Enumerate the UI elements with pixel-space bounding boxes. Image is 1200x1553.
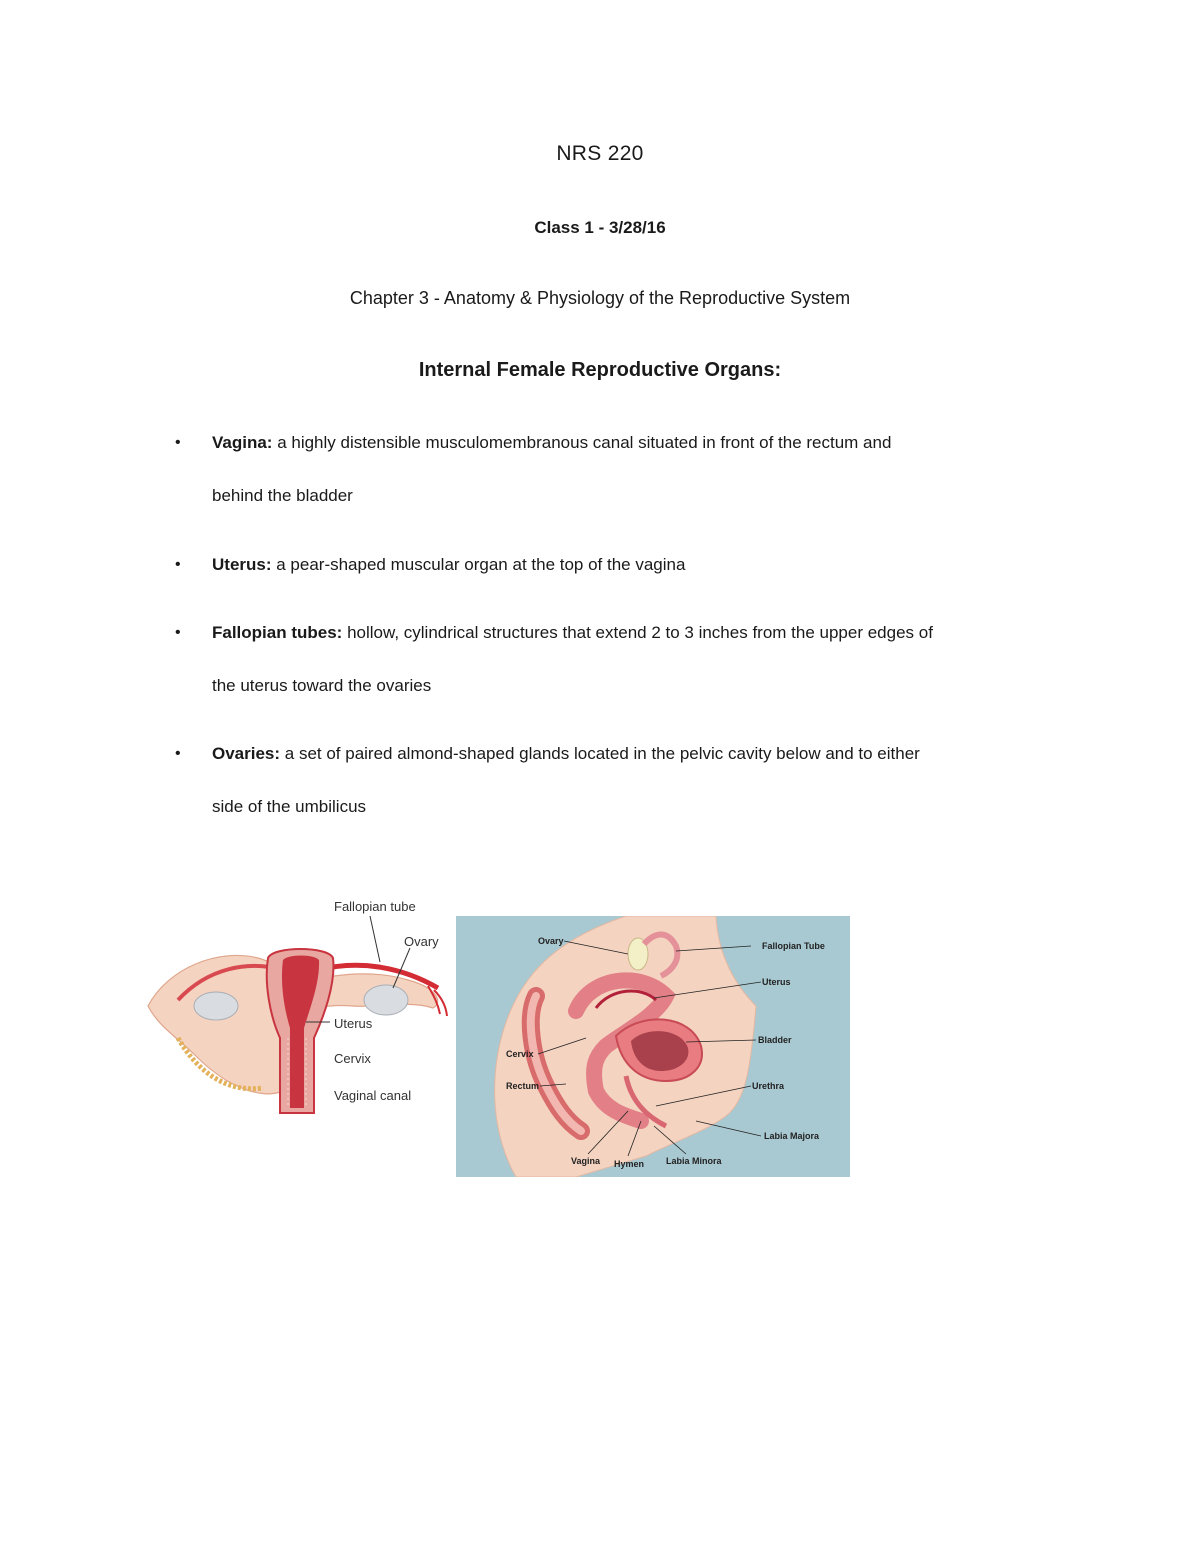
bullet-text: a highly distensible musculomembranous canal situated in front of the rectum and [272,433,892,452]
chapter-title: Chapter 3 - Anatomy & Physiology of the Reproductive System [349,288,851,308]
bullet-term: Fallopian tubes: [212,623,343,642]
label-rectum: Rectum [506,1081,540,1091]
bullet-dot: • [175,624,181,641]
label-cervix: Cervix [506,1049,534,1059]
ovary-right [364,985,408,1015]
ovary-left [194,992,238,1020]
label-hymen: Hymen [614,1159,645,1169]
bullet-fallopian-line2: the uterus toward the ovaries [212,676,432,695]
label-labia-majora: Labia Majora [764,1131,820,1141]
bullet-term: Vagina: [212,433,273,452]
label-cervix: Cervix [334,1051,371,1066]
bullet-dot: • [175,434,181,451]
bullet-dot: • [175,745,181,762]
label-fallopian-tube: Fallopian tube [334,899,416,914]
leader-line [370,916,380,962]
bullet-dot: • [175,556,181,573]
class-date: Class 1 - 3/28/16 [534,218,666,237]
label-uterus: Uterus [762,977,791,987]
bullet-text: hollow, cylindrical structures that extend 2 to 3 inches from the upper edges of [342,623,933,642]
bullet-ovaries-line1 [212,744,920,764]
bullet-term: Uterus: [212,555,272,574]
label-fallopian-tube: Fallopian Tube [762,941,825,951]
bullet-uterus-line1 [212,555,685,575]
uterus-frontal-diagram [138,888,448,1128]
bullet-text: a set of paired almond-shaped glands located in the pelvic cavity below and to either [280,744,920,763]
label-vagina: Vagina [571,1156,601,1166]
bullet-term: Ovaries: [212,744,281,763]
course-title: NRS 220 [556,142,644,165]
bullet-fallopian-line1 [212,623,933,643]
bullet-vagina-line1 [212,433,891,453]
bullet-vagina-line2: behind the bladder [212,486,353,505]
label-labia-minora: Labia Minora [666,1156,722,1166]
bullet-text: a pear-shaped muscular organ at the top of the vagina [271,555,686,574]
label-ovary: Ovary [538,936,564,946]
bullet-ovaries-line2: side of the umbilicus [212,797,367,816]
sagittal-section-diagram [456,916,850,1177]
section-title: Internal Female Reproductive Organs: [418,359,782,381]
label-bladder: Bladder [758,1035,792,1045]
label-ovary: Ovary [404,934,439,949]
label-uterus: Uterus [334,1016,373,1031]
label-urethra: Urethra [752,1081,785,1091]
label-vaginal-canal: Vaginal canal [334,1088,412,1103]
